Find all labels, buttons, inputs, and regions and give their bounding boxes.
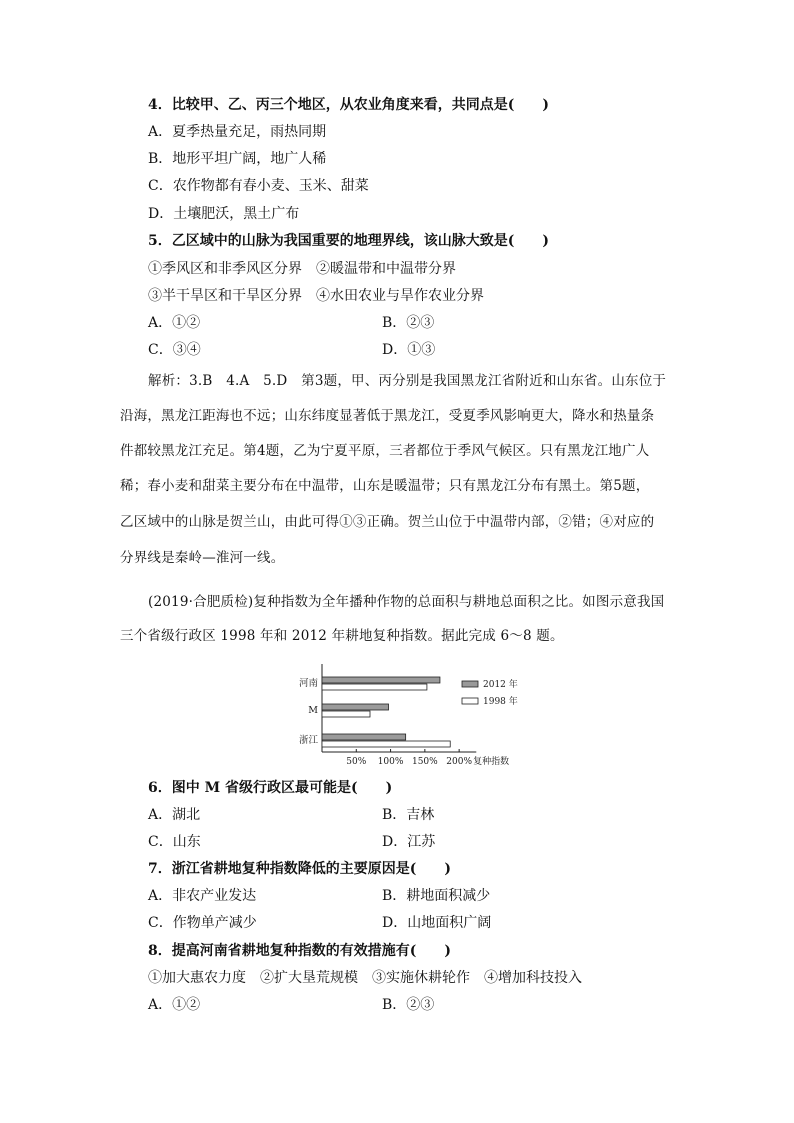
question-4-option-c: C．农作物都有春小麦、玉米、甜菜 — [148, 178, 369, 194]
explanation-line: 件都较黑龙江充足。第4题，乙为宁夏平原，三者都位于季风气候区。只有黑龙江地广人 — [120, 443, 650, 459]
legend-swatch — [462, 681, 478, 687]
question-7-stem: 7．浙江省耕地复种指数降低的主要原因是( ) — [148, 861, 451, 877]
bar-2012 — [322, 704, 389, 710]
question-5-statements-2: ③半干旱区和干旱区分界 ④水田农业与旱作农业分界 — [148, 288, 484, 304]
bar-1998 — [322, 684, 427, 690]
question-8-option-a: A．①② — [148, 997, 201, 1013]
category-label: 河南 — [298, 678, 318, 689]
category-label: M — [308, 705, 318, 716]
category-label: 浙江 — [298, 735, 318, 746]
question-7-option-a: A．非农产业发达 — [148, 888, 257, 904]
question-6-option-d: D．江苏 — [382, 834, 436, 850]
explanation-line: 乙区域中的山脉是贺兰山，由此可得①③正确。贺兰山位于中温带内部，②错；④对应的 — [120, 514, 655, 530]
question-5-statements-1: ①季风区和非季风区分界 ②暖温带和中温带分界 — [148, 261, 456, 277]
question-8-stem: 8．提高河南省耕地复种指数的有效措施有( ) — [148, 943, 451, 959]
question-7-option-b: B．耕地面积减少 — [382, 888, 491, 904]
question-7-option-c: C．作物单产减少 — [148, 915, 257, 931]
question-4-option-d: D．土壤肥沃，黑土广布 — [148, 206, 300, 222]
x-tick-label: 50% — [346, 757, 367, 767]
material-intro-line: (2019·合肥质检)复种指数为全年播种作物的总面积与耕地总面积之比。如图示意我国 — [148, 594, 665, 610]
question-5-option-a: A．①② — [148, 315, 201, 331]
bar-1998 — [322, 741, 450, 747]
multiple-cropping-index-bar-chart — [290, 662, 540, 770]
x-tick-label: 200% — [446, 757, 473, 767]
question-8-statements: ①加大惠农力度 ②扩大垦荒规模 ③实施休耕轮作 ④增加科技投入 — [148, 970, 582, 986]
question-8-option-b: B．②③ — [382, 997, 435, 1013]
question-6-option-c: C．山东 — [148, 834, 201, 850]
explanation-line: 解析：3.B 4.A 5.D 第3题，甲、丙分别是我国黑龙江省附近和山东省。山东位于 — [148, 373, 667, 389]
legend-label: 2012 年 — [483, 680, 518, 690]
question-7-option-d: D．山地面积广阔 — [382, 915, 492, 931]
x-axis-label: 复种指数 — [473, 757, 510, 767]
explanation-line: 分界线是秦岭—淮河一线。 — [120, 550, 285, 566]
material-intro-line: 三个省级行政区 1998 年和 2012 年耕地复种指数。据此完成 6～8 题。 — [120, 628, 564, 644]
question-5-option-c: C．③④ — [148, 342, 201, 358]
question-4-option-a: A．夏季热量充足，雨热同期 — [148, 124, 327, 140]
question-6-option-b: B．吉林 — [382, 807, 435, 823]
bar-1998 — [322, 711, 370, 717]
explanation-line: 沿海，黑龙江距海也不远；山东纬度显著低于黑龙江，受夏季风影响更大，降水和热量条 — [120, 408, 655, 424]
legend-swatch — [462, 698, 478, 704]
explanation-line: 稀；春小麦和甜菜主要分布在中温带，山东是暖温带；只有黑龙江分布有黑土。第5题， — [120, 478, 650, 494]
question-6-stem: 6．图中 M 省级行政区最可能是( ) — [148, 780, 393, 796]
bar-2012 — [322, 677, 440, 683]
question-5-stem: 5．乙区域中的山脉为我国重要的地理界线，该山脉大致是( ) — [148, 233, 549, 249]
bar-2012 — [322, 734, 406, 740]
question-5-option-b: B．②③ — [382, 315, 435, 331]
question-4-option-b: B．地形平坦广阔，地广人稀 — [148, 151, 327, 167]
x-tick-label: 150% — [411, 757, 438, 767]
x-tick-label: 100% — [377, 757, 404, 767]
legend-label: 1998 年 — [483, 697, 518, 707]
question-6-option-a: A．湖北 — [148, 807, 201, 823]
question-4-stem: 4．比较甲、乙、丙三个地区，从农业角度来看，共同点是( ) — [148, 97, 549, 113]
question-5-option-d: D．①③ — [382, 342, 436, 358]
